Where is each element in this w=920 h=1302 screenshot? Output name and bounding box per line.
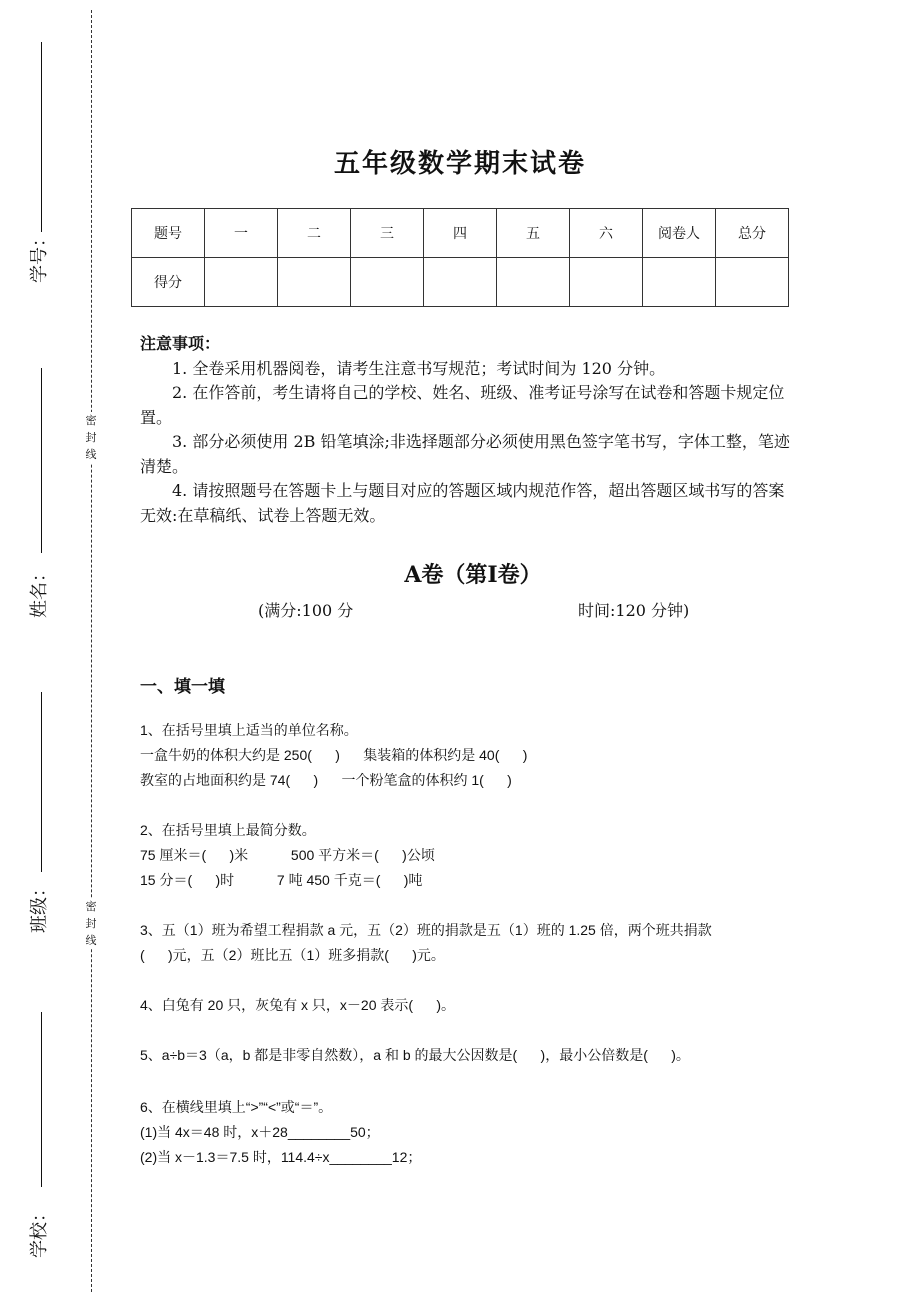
header-cell: 题号 [132, 209, 205, 258]
question-line: 15 分＝( )时 7 吨 450 千克＝( )吨 [140, 872, 423, 888]
notice-item: 2. 在作答前，考生请将自己的学校、姓名、班级、准考证号涂写在试卷和答题卡规定位置。 [140, 383, 785, 427]
section-title: 一、填一填 [140, 677, 225, 697]
score-cell [497, 258, 570, 307]
question-line: 6、在横线里填上“>”“<”或“＝”。 [140, 1099, 333, 1115]
name-label: 姓名： [29, 564, 50, 618]
question-4 [140, 993, 800, 1018]
header-cell: 阅卷人 [643, 209, 716, 258]
volume-title: A卷（第I卷） [404, 562, 542, 588]
notice-block [140, 332, 790, 528]
question-line: (2)当 x－1.3＝7.5 时，114.4÷x________12； [140, 1149, 422, 1165]
score-cell [278, 258, 351, 307]
full-score: (满分:100 分 [258, 601, 354, 620]
score-row-label: 得分 [132, 258, 205, 307]
exam-time: 时间:120 分钟) [578, 601, 690, 620]
question-line: 5、a÷b＝3（a，b 都是非零自然数），a 和 b 的最大公因数是( )，最小公倍数是( )。 [140, 1047, 690, 1063]
header-cell: 六 [570, 209, 643, 258]
header-cell: 一 [205, 209, 278, 258]
question-2 [140, 818, 800, 893]
question-5 [140, 1043, 800, 1068]
student-id-underline [41, 42, 42, 232]
question-6 [140, 1095, 800, 1170]
binding-dashed-line [91, 10, 92, 1292]
question-line: 3、五（1）班为希望工程捐款 a 元，五（2）班的捐款是五（1）班的 1.25 倍，两个班共捐款 [140, 922, 712, 938]
class-label: 班级： [29, 879, 50, 933]
seal-char: 密 [85, 900, 97, 913]
exam-title: 五年级数学期末试卷 [333, 149, 586, 179]
school-underline [41, 1012, 42, 1187]
question-1 [140, 718, 800, 793]
score-table-header-row [132, 209, 789, 258]
seal-line-mark-bottom [82, 898, 100, 949]
seal-char: 密 [85, 414, 97, 427]
question-line: 4、白兔有 20 只，灰兔有 x 只，x－20 表示( )。 [140, 997, 456, 1013]
score-cell [716, 258, 789, 307]
question-line: ( )元，五（2）班比五（1）班多捐款( )元。 [140, 947, 445, 963]
class-underline [41, 692, 42, 872]
score-cell [205, 258, 278, 307]
notice-item: 3. 部分必须使用 2B 铅笔填涂;非选择题部分必须使用黑色签字笔书写，字体工整，笔迹清楚。 [140, 432, 790, 476]
notice-item: 1. 全卷采用机器阅卷，请考生注意书写规范；考试时间为 120 分钟。 [172, 358, 666, 378]
question-line: 2、在括号里填上最简分数。 [140, 822, 316, 838]
seal-char: 线 [85, 448, 97, 461]
header-cell: 三 [351, 209, 424, 258]
seal-line-mark-top [82, 412, 100, 463]
question-line: 一盒牛奶的体积大约是 250( ) 集装箱的体积约是 40( ) [140, 747, 528, 763]
question-line: 教室的占地面积约是 74( ) 一个粉笔盒的体积约 1( ) [140, 772, 512, 788]
header-cell: 总分 [716, 209, 789, 258]
seal-char: 封 [85, 917, 97, 930]
question-3 [140, 918, 800, 968]
question-line: (1)当 4x＝48 时，x＋28________50； [140, 1124, 380, 1140]
score-cell [351, 258, 424, 307]
notice-item: 4. 请按照题号在答题卡上与题目对应的答题区域内规范作答，超出答题区域书写的答案无效:在草稿纸、试卷上答题无效。 [140, 481, 785, 525]
header-cell: 五 [497, 209, 570, 258]
student-id-label: 学号： [29, 229, 50, 283]
seal-char: 线 [85, 934, 97, 947]
header-cell: 二 [278, 209, 351, 258]
question-line: 75 厘米＝( )米 500 平方米＝( )公顷 [140, 847, 435, 863]
header-cell: 四 [424, 209, 497, 258]
score-table [131, 208, 789, 307]
notice-title: 注意事项： [140, 334, 221, 353]
score-table-score-row [132, 258, 789, 307]
score-cell [424, 258, 497, 307]
question-line: 1、在括号里填上适当的单位名称。 [140, 722, 358, 738]
seal-char: 封 [85, 431, 97, 444]
school-label: 学校： [29, 1204, 50, 1258]
score-cell [643, 258, 716, 307]
score-cell [570, 258, 643, 307]
name-underline [41, 368, 42, 553]
